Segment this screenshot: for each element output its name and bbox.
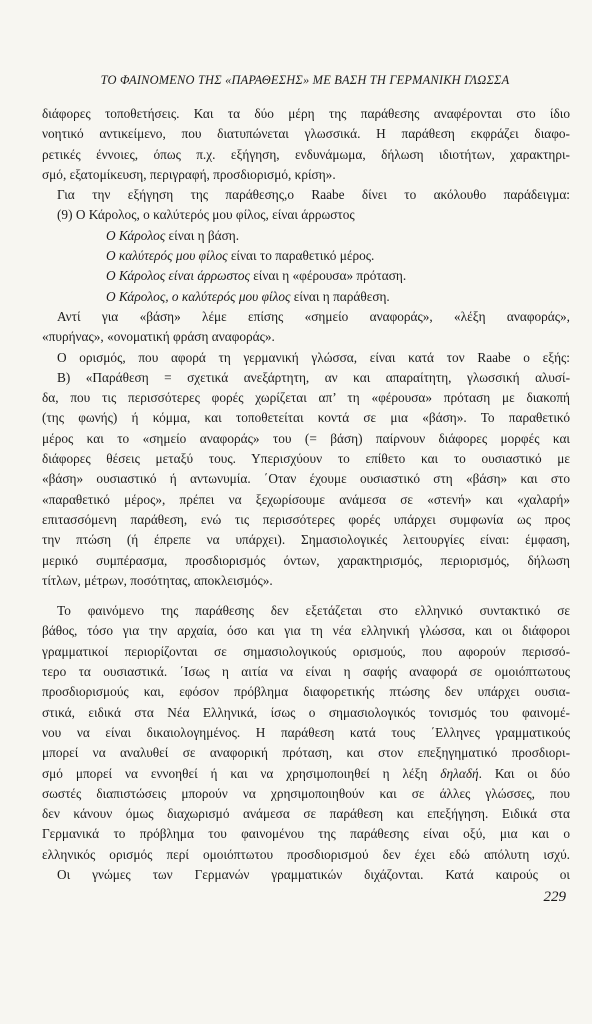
text-line: την πτώση (ή έπρεπε να υπάρχει). Σημασιολογικές λειτουργίες είναι: έμφαση, [42, 532, 570, 548]
text-line: Το φαινόμενο της παράθεσης δεν εξετάζεται στο ελληνικό συντακτικό σε [57, 603, 570, 619]
text-line: «παραθετικό μέρος», πρέπει να ξεχωρίσουμε ανάμεσα σε «στενή» και «χαλαρή» [42, 491, 570, 507]
text-line: ελληνικός ορισμός περί ομοιόπτωτου προσδιορισμού δεν έχει εδώ απόλυτη ισχύ. [42, 846, 570, 862]
text-line: σωστές διαπιστώσεις μπορούν να χρησιμοποιηθούν και σε άλλες γλώσσες, που [42, 785, 570, 801]
text-line: διάφορες τοποθετήσεις. Και τα δύο μέρη της παράθεσης αναφέρονται στο ίδιο [42, 106, 570, 121]
text-line: προσδιορισμούς και, εφόσον πρόβλημα διαφορετικής πτώσης δεν υπάρχει ουσια- [42, 684, 570, 700]
text-line: Ο καλύτερός μου φίλος είναι το παραθετικό μέρος. [106, 248, 375, 264]
text-line: (9) Ο Κάρολος, ο καλύτερός μου φίλος, είναι άρρωστος [57, 207, 355, 223]
text-line: Αντί για «βάση» λέμε επίσης «σημείο αναφοράς», «λέξη αναφοράς», [57, 308, 570, 324]
italic-phrase: δηλαδή [440, 765, 479, 781]
text-line: νοητικό αντικείμενο, που διατυπώνεται γλωσσικά. Η παράθεση εκφράζει διαφο- [42, 126, 570, 142]
text-line: Ο Κάρολος είναι η βάση. [106, 227, 240, 243]
text-line: (της φωνής) ή κόμμα, και τοποθετείται κοντά σε μια «βάση». Το παραθετικό [42, 410, 570, 426]
text-line: δα, που τις περισσότερες φορές χωρίζεται απ’ τη «φέρουσα» πρόταση με διακοπή [42, 390, 570, 406]
text-line: γραμματικοί περιορίζονται σε σημασιολογικούς ορισμούς, που αφορούν περισσό- [42, 643, 570, 659]
text-line: Ο Κάρολος, ο καλύτερός μου φίλος είναι η παράθεση. [106, 288, 390, 304]
text-line: στικά, ειδικά στα Νέα Ελληνικά, ίσως ο σημασιολογικός τονισμός του φαινομέ- [42, 704, 570, 720]
text-line: Ο Κάρολος είναι άρρωστος είναι η «φέρουσα» πρόταση. [106, 268, 407, 284]
text-line: νου να είναι δικαιολογημένος. Η παράθεση κατά τους ΄Ελληνες γραμματικούς [42, 724, 570, 740]
paragraph-gap [42, 591, 570, 601]
text-line: βάθος, τόσο για την αρχαία, όσο και για τη νέα ελληνική γλώσσα, και οι διάφοροι [42, 623, 570, 639]
italic-phrase: Ο Κάρολος [106, 227, 166, 243]
running-header: ΤΟ ΦΑΙΝΟΜΕΝΟ ΤΗΣ «ΠΑΡΑΘΕΣΗΣ» ΜΕ ΒΑΣΗ ΤΗ ΓΕΡΜΑΝΙΚΗ ΓΛΩΣΣΑ [100, 73, 510, 87]
text-line: επιτασσόμενη παράθεση, ενώ τις περισσότερες φορές υπάρχει συμφωνία ως προς [42, 511, 570, 527]
page-number: 229 [543, 889, 566, 905]
text-line: Ο ορισμός, που αφορά τη γερμανική γλώσσα, είναι κατά τον Raabe ο εξής: [57, 349, 570, 365]
text-line: Για την εξήγηση της παράθεσης,ο Raabe δίνει το ακόλουθο παράδειγμα: [57, 187, 570, 203]
text-line: «βάση» ουσιαστικό ή αντωνυμία. ΄Οταν έχουμε ουσιαστικό στη «βάση» και στο [42, 471, 570, 487]
text-line: σμό μπορεί να εννοηθεί ή και να χρησιμοποιηθεί η λέξη δηλαδή. Και οι δύο [42, 765, 570, 781]
body-text [42, 104, 570, 885]
text-line: μέρος και το «σημείο αναφοράς» του (= βάση) παίρνουν διάφορες μορφές και [42, 430, 570, 446]
text-line: τίτλων, μέτρων, ποσότητας, αποκλεισμός». [42, 572, 273, 588]
text-line: ρετικές έννοιες, όπως π.χ. εξήγηση, ενδυνάμωμα, δήλωση ιδιοτήτων, χαρακτηρι- [42, 146, 570, 162]
text-line: δεν κάνουν όμως διαχωρισμό ανάμεσα σε παράθεση και επεξήγηση. Ειδικά στα [42, 806, 570, 822]
text-line: «πυρήνας», «ονοματική φράση αναφοράς». [42, 329, 275, 345]
text-line: Β) «Παράθεση = σχετικά ανεξάρτητη, αν και απαραίτητη, γλωσσική αλυσί- [57, 369, 570, 385]
text-line: Οι γνώμες των Γερμανών γραμματικών διχάζονται. Κατά καιρούς οι [57, 866, 570, 882]
italic-phrase: Ο καλύτερός μου φίλος [106, 248, 228, 264]
text-line: Γερμανικά το πρόβλημα του φαινομένου της παράθεσης είναι οξύ, μια και ο [42, 826, 570, 842]
text-line: σμό, εξατομίκευση, περιγραφή, προσδιορισμό, κρίση». [42, 166, 336, 182]
italic-phrase: Ο Κάρολος είναι άρρωστος [106, 268, 250, 284]
text-line: μερικό συμπέρασμα, προσδιορισμός όντων, χαρακτηρισμός, περιορισμός, δήλωση [42, 552, 570, 568]
text-line: τερο τα ουσιαστικά. ΄Ισως η αιτία να είναι η σαφής αναφορά σε ομοιόπτωτους [42, 664, 570, 680]
text-line: μπορεί να αναλυθεί σε αναφορική πρόταση, και στον επεξηγηματικό προσδιορι- [42, 745, 570, 761]
italic-phrase: Ο Κάρολος, ο καλύτερός μου φίλος [106, 288, 291, 304]
text-line: διάφορες θέσεις μεταξύ τους. Υπερισχύουν το επίθετο και το ουσιαστικό με [42, 451, 570, 467]
